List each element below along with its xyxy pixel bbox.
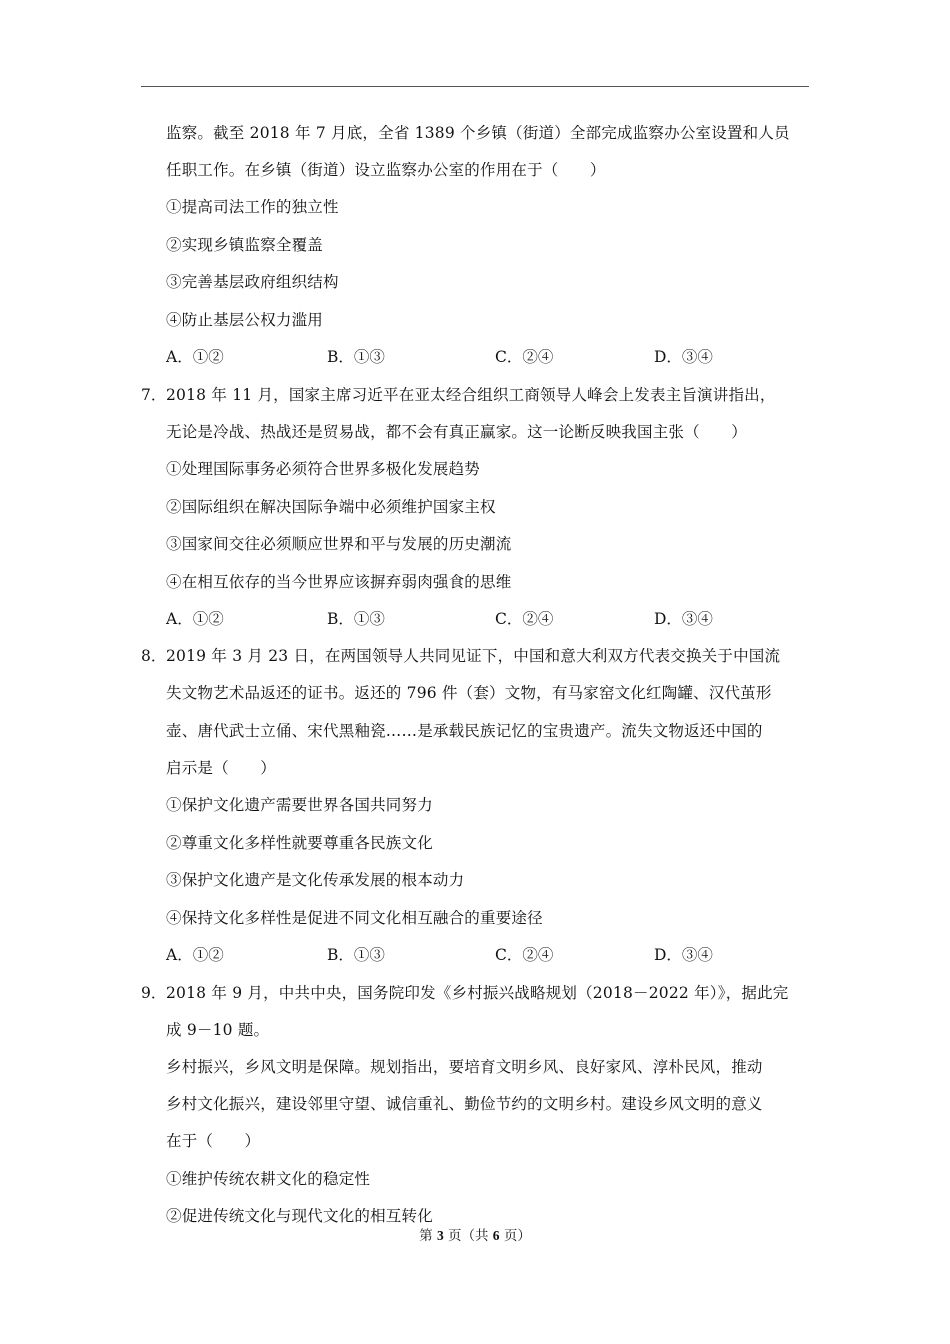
question-number: 7． xyxy=(141,386,167,404)
option-d: D．③④ xyxy=(654,610,713,628)
statement-item: ④在相互依存的当今世界应该摒弃弱肉强食的思维 xyxy=(166,573,512,591)
option-b: B．①③ xyxy=(327,946,385,964)
header-rule xyxy=(141,86,809,87)
statement-item: ②尊重文化多样性就要尊重各民族文化 xyxy=(166,834,433,852)
stem-line: 失文物艺术品返还的证书。返还的 796 件（套）文物，有马家窑文化红陶罐、汉代茧形 xyxy=(166,684,772,702)
option-b: B．①③ xyxy=(327,348,385,366)
statement-item: ②促进传统文化与现代文化的相互转化 xyxy=(166,1207,433,1225)
statement-item: ①维护传统农耕文化的稳定性 xyxy=(166,1170,371,1188)
option-a: A．①② xyxy=(166,610,224,628)
question-number: 8． xyxy=(141,647,167,665)
statement-item: ①处理国际事务必须符合世界多极化发展趋势 xyxy=(166,460,481,478)
statement-item: ①提高司法工作的独立性 xyxy=(166,198,339,216)
page-footer xyxy=(0,1226,950,1246)
statement-item: ③国家间交往必须顺应世界和平与发展的历史潮流 xyxy=(166,535,512,553)
statement-item: ②实现乡镇监察全覆盖 xyxy=(166,236,324,254)
total-pages-number: 6 xyxy=(492,1228,500,1243)
statement-item: ④防止基层公权力滥用 xyxy=(166,311,324,329)
footer-prefix: 第 xyxy=(419,1228,437,1244)
question-number: 9． xyxy=(141,984,167,1002)
footer-suffix: 页） xyxy=(499,1228,531,1244)
stem-line: 启示是（ ） xyxy=(166,759,276,777)
option-a: A．①② xyxy=(166,348,224,366)
current-page-number: 3 xyxy=(436,1228,444,1243)
option-c: C．②④ xyxy=(495,946,554,964)
stem-line: 2018 年 9 月，中共中央，国务院印发《乡村振兴战略规划（2018－2022 年）》，据此完 xyxy=(166,984,789,1002)
statement-item: ②国际组织在解决国际争端中必须维护国家主权 xyxy=(166,498,496,516)
option-a: A．①② xyxy=(166,946,224,964)
option-c: C．②④ xyxy=(495,610,554,628)
stem-line: 任职工作。在乡镇（街道）设立监察办公室的作用在于（ ） xyxy=(166,161,606,179)
statement-item: ③完善基层政府组织结构 xyxy=(166,273,339,291)
stem-line: 乡村文化振兴，建设邻里守望、诚信重礼、勤俭节约的文明乡村。建设乡风文明的意义 xyxy=(166,1095,763,1113)
option-c: C．②④ xyxy=(495,348,554,366)
stem-line: 监察。截至 2018 年 7 月底，全省 1389 个乡镇（街道）全部完成监察办公室设置和人员 xyxy=(166,124,790,142)
statement-item: ①保护文化遗产需要世界各国共同努力 xyxy=(166,796,433,814)
stem-line: 成 9－10 题。 xyxy=(166,1021,270,1039)
stem-line: 2018 年 11 月，国家主席习近平在亚太经合组织工商领导人峰会上发表主旨演讲指出， xyxy=(166,386,776,404)
option-b: B．①③ xyxy=(327,610,385,628)
option-d: D．③④ xyxy=(654,348,713,366)
option-d: D．③④ xyxy=(654,946,713,964)
stem-line: 2019 年 3 月 23 日，在两国领导人共同见证下，中国和意大利双方代表交换关于中国流 xyxy=(166,647,781,665)
statement-item: ③保护文化遗产是文化传承发展的根本动力 xyxy=(166,871,465,889)
stem-line: 乡村振兴，乡风文明是保障。规划指出，要培育文明乡风、良好家风、淳朴民风，推动 xyxy=(166,1058,763,1076)
stem-line: 壶、唐代武士立俑、宋代黑釉瓷……是承载民族记忆的宝贵遗产。流失文物返还中国的 xyxy=(166,722,763,740)
statement-item: ④保持文化多样性是促进不同文化相互融合的重要途径 xyxy=(166,909,543,927)
stem-line: 无论是冷战、热战还是贸易战，都不会有真正赢家。这一论断反映我国主张（ ） xyxy=(166,423,747,441)
footer-middle: 页（共 xyxy=(443,1228,493,1244)
stem-line: 在于（ ） xyxy=(166,1132,261,1150)
